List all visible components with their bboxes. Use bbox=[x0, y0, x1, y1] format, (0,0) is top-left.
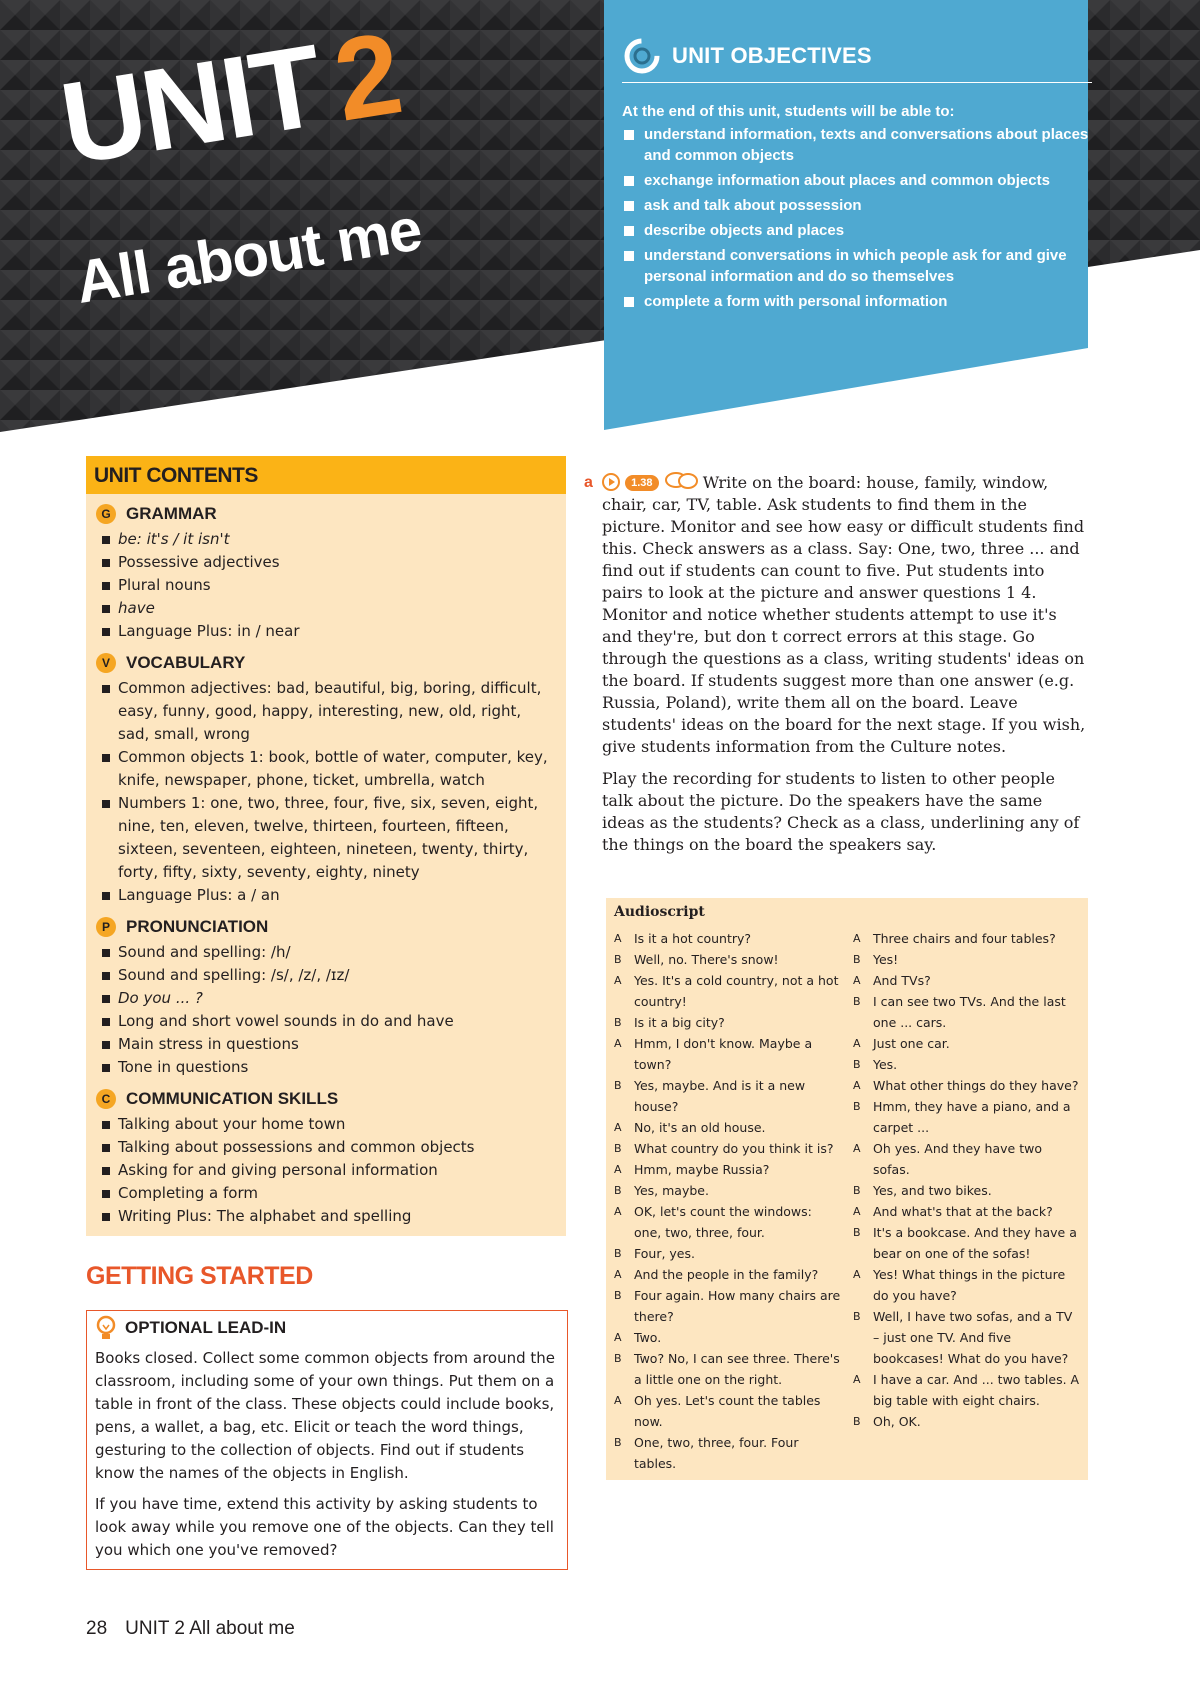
speaker-label: B bbox=[853, 1058, 861, 1071]
dialogue-line bbox=[853, 1201, 1080, 1222]
speaker-label: A bbox=[853, 974, 861, 987]
speaker-label: B bbox=[853, 995, 861, 1008]
dialogue-line bbox=[614, 1033, 841, 1075]
speaker-label: A bbox=[614, 974, 622, 987]
utterance: And what's that at the back? bbox=[873, 1204, 1053, 1219]
vocabulary-badge-icon: V bbox=[96, 653, 116, 673]
dialogue-line bbox=[853, 928, 1080, 949]
vocabulary-heading bbox=[96, 653, 556, 673]
audioscript-title: Audioscript bbox=[614, 904, 705, 920]
speaker-label: B bbox=[614, 1289, 622, 1302]
utterance: OK, let's count the windows: one, two, three, four. bbox=[634, 1204, 812, 1240]
communication-section bbox=[86, 1089, 566, 1228]
grammar-title: GRAMMAR bbox=[126, 504, 217, 523]
dialogue-line bbox=[614, 1348, 841, 1390]
grammar-item: Plural nouns bbox=[96, 574, 556, 597]
speaker-label: B bbox=[614, 1436, 622, 1449]
activity-a bbox=[584, 472, 1086, 866]
utterance: Yes, maybe. bbox=[634, 1183, 709, 1198]
utterance: No, it's an old house. bbox=[634, 1120, 766, 1135]
grammar-section bbox=[86, 504, 566, 643]
dialogue-line bbox=[614, 1390, 841, 1432]
objective-item: describe objects and places bbox=[622, 220, 1092, 241]
unit-contents-panel bbox=[86, 456, 566, 1236]
dialogue-line bbox=[614, 1243, 841, 1264]
speaker-label: A bbox=[614, 1163, 622, 1176]
audioscript-columns bbox=[614, 928, 1080, 1474]
dialogue-line bbox=[853, 1180, 1080, 1201]
activity-paragraph bbox=[602, 472, 1086, 758]
utterance: And the people in the family? bbox=[634, 1267, 819, 1282]
audioscript-column-2 bbox=[853, 928, 1080, 1474]
audioscript-column-1 bbox=[614, 928, 841, 1474]
target-icon bbox=[622, 36, 662, 76]
dialogue-line bbox=[853, 1411, 1080, 1432]
speaker-label: A bbox=[614, 932, 622, 945]
objective-item: ask and talk about possession bbox=[622, 195, 1092, 216]
speaker-label: B bbox=[614, 1352, 622, 1365]
getting-started-title: GETTING STARTED bbox=[86, 1262, 313, 1290]
speaker-label: A bbox=[614, 1268, 622, 1281]
leadin-heading bbox=[95, 1315, 559, 1341]
running-title: UNIT 2 All about me bbox=[125, 1618, 295, 1639]
objective-item: exchange information about places and common objects bbox=[622, 170, 1092, 191]
objective-item: understand information, texts and conversations about places and common objects bbox=[622, 124, 1092, 166]
dialogue-line bbox=[614, 1117, 841, 1138]
pronunciation-title: PRONUNCIATION bbox=[126, 917, 269, 936]
utterance: Four again. How many chairs are there? bbox=[634, 1288, 841, 1324]
communication-title: COMMUNICATION SKILLS bbox=[126, 1089, 339, 1108]
dialogue-line bbox=[853, 1369, 1080, 1411]
vocabulary-title: VOCABULARY bbox=[126, 653, 246, 672]
grammar-heading bbox=[96, 504, 556, 524]
utterance: And TVs? bbox=[873, 973, 931, 988]
speaker-label: A bbox=[614, 1121, 622, 1134]
pronunciation-item: Sound and spelling: /s/, /z/, /ɪz/ bbox=[96, 964, 556, 987]
communication-item: Talking about your home town bbox=[96, 1113, 556, 1136]
speaker-label: A bbox=[614, 1394, 622, 1407]
dialogue-line bbox=[614, 970, 841, 1012]
objective-item: complete a form with personal information bbox=[622, 291, 1092, 312]
speaker-label: B bbox=[853, 953, 861, 966]
dialogue-line bbox=[853, 1054, 1080, 1075]
utterance: I can see two TVs. And the last one ... cars. bbox=[873, 994, 1066, 1030]
utterance: Yes, and two bikes. bbox=[873, 1183, 992, 1198]
utterance: Three chairs and four tables? bbox=[873, 931, 1056, 946]
vocabulary-section bbox=[86, 653, 566, 907]
dialogue-line bbox=[853, 970, 1080, 991]
objectives-title: UNIT OBJECTIVES bbox=[672, 43, 872, 68]
pronunciation-item: Sound and spelling: /h/ bbox=[96, 941, 556, 964]
utterance: I have a car. And ... two tables. A big table with eight chairs. bbox=[873, 1372, 1080, 1408]
dialogue-line bbox=[853, 1138, 1080, 1180]
dialogue-line bbox=[614, 1285, 841, 1327]
page-footer bbox=[86, 1618, 313, 1640]
speaker-label: B bbox=[853, 1415, 861, 1428]
dialogue-line bbox=[853, 1306, 1080, 1369]
utterance: Well, I have two sofas, and a TV – just one TV. And five bookcases! What do you have? bbox=[873, 1309, 1073, 1366]
utterance: Oh yes. Let's count the tables now. bbox=[634, 1393, 821, 1429]
dialogue-line bbox=[853, 1033, 1080, 1054]
utterance: Hmm, they have a piano, and a carpet ... bbox=[873, 1099, 1071, 1135]
vocabulary-item: Numbers 1: one, two, three, four, five, six, seven, eight, nine, ten, eleven, twelve, thirteen, fourteen, fifteen, sixteen, seventeen, eighteen, nineteen, twenty, thirty, forty, fifty, sixty, seventy, eighty, ninety bbox=[96, 792, 556, 884]
audio-play-icon[interactable] bbox=[602, 473, 620, 491]
grammar-list bbox=[96, 528, 556, 643]
speaker-label: A bbox=[614, 1205, 622, 1218]
grammar-item: Possessive adjectives bbox=[96, 551, 556, 574]
speaker-label: B bbox=[853, 1184, 861, 1197]
communication-item: Completing a form bbox=[96, 1182, 556, 1205]
grammar-item: be: it's / it isn't bbox=[96, 528, 556, 551]
pronunciation-list bbox=[96, 941, 556, 1079]
dialogue-line bbox=[614, 1327, 841, 1348]
objectives-intro: At the end of this unit, students will be able to: bbox=[622, 103, 955, 120]
vocabulary-item: Common adjectives: bad, beautiful, big, boring, difficult, easy, funny, good, happy, interesting, new, old, right, sad, small, wrong bbox=[96, 677, 556, 746]
dialogue-line bbox=[853, 1222, 1080, 1264]
utterance: What country do you think it is? bbox=[634, 1141, 834, 1156]
dialogue-line bbox=[853, 1264, 1080, 1306]
vocabulary-item: Common objects 1: book, bottle of water, computer, key, knife, newspaper, phone, ticket, umbrella, watch bbox=[96, 746, 556, 792]
speaker-label: B bbox=[614, 953, 622, 966]
speaker-label: A bbox=[853, 932, 861, 945]
speaker-label: A bbox=[853, 1037, 861, 1050]
utterance: Oh, OK. bbox=[873, 1414, 921, 1429]
speaker-label: A bbox=[853, 1373, 861, 1386]
utterance: What other things do they have? bbox=[873, 1078, 1079, 1093]
dialogue-line bbox=[614, 1201, 841, 1243]
speaker-label: B bbox=[614, 1184, 622, 1197]
speaker-label: A bbox=[614, 1331, 622, 1344]
speaker-label: B bbox=[614, 1016, 622, 1029]
objectives-list bbox=[622, 124, 1092, 312]
speaker-label: A bbox=[853, 1268, 861, 1281]
leadin-paragraph: Books closed. Collect some common objects from around the classroom, including some of your own things. Put them on a table in front of the class. These objects could include books, pens, a wallet, a bag, etc. Elicit or teach the word things, gesturing to the collection of objects. Find out if students know the names of the objects in English. bbox=[95, 1349, 556, 1482]
speaker-label: A bbox=[853, 1079, 861, 1092]
objective-item: understand conversations in which people ask for and give personal information and do so themselves bbox=[622, 245, 1092, 287]
dialogue-line bbox=[614, 1432, 841, 1474]
unit-number: 2 bbox=[325, 7, 408, 146]
activity-text: Write on the board: house, family, window, chair, car, TV, table. Ask students to find them in the picture. Monitor and see how easy or difficult students find this. Check answers as a class. Say: One, two, three ... and find out if students can count to five. Put students into pairs to look at the picture and answer questions 1 4. Monitor and notice whether students attempt to use it's and they're, but don t correct errors at this stage. Go through the questions as a class, writing students' ideas on the board. If students suggest more than one answer (e.g. Russia, Poland), write them all on the board. Leave students' ideas on the board for the next stage. If you wish, give students information from the Culture notes. bbox=[602, 473, 1086, 756]
pronunciation-section bbox=[86, 917, 566, 1079]
utterance: One, two, three, four. Four tables. bbox=[634, 1435, 799, 1471]
vocabulary-list bbox=[96, 677, 556, 907]
vocabulary-item: Language Plus: a / an bbox=[96, 884, 556, 907]
utterance: Yes! What things in the picture do you have? bbox=[873, 1267, 1066, 1303]
leadin-title: OPTIONAL LEAD-IN bbox=[125, 1318, 287, 1337]
dialogue-line bbox=[614, 949, 841, 970]
communication-heading bbox=[96, 1089, 556, 1109]
speaker-label: B bbox=[853, 1226, 861, 1239]
pronunciation-badge-icon: P bbox=[96, 917, 116, 937]
speaker-label: A bbox=[853, 1142, 861, 1155]
dialogue-line bbox=[614, 928, 841, 949]
speaker-label: B bbox=[614, 1079, 622, 1092]
communication-item: Asking for and giving personal information bbox=[96, 1159, 556, 1182]
utterance: Hmm, maybe Russia? bbox=[634, 1162, 770, 1177]
lightbulb-icon bbox=[95, 1315, 117, 1341]
communication-badge-icon: C bbox=[96, 1089, 116, 1109]
dialogue-line bbox=[853, 991, 1080, 1033]
speaker-label: B bbox=[614, 1142, 622, 1155]
utterance: Two. bbox=[634, 1330, 662, 1345]
utterance: Yes. bbox=[873, 1057, 898, 1072]
utterance: It's a bookcase. And they have a bear on one of the sofas! bbox=[873, 1225, 1077, 1261]
dialogue-line bbox=[614, 1264, 841, 1285]
utterance: Just one car. bbox=[873, 1036, 950, 1051]
utterance: Yes, maybe. And is it a new house? bbox=[634, 1078, 806, 1114]
dialogue-line bbox=[853, 1096, 1080, 1138]
utterance: Well, no. There's snow! bbox=[634, 952, 779, 967]
speaker-label: B bbox=[853, 1100, 861, 1113]
grammar-item: Language Plus: in / near bbox=[96, 620, 556, 643]
dialogue-line bbox=[614, 1180, 841, 1201]
communication-item: Writing Plus: The alphabet and spelling bbox=[96, 1205, 556, 1228]
dialogue-line bbox=[614, 1012, 841, 1033]
speaker-label: A bbox=[853, 1205, 861, 1218]
utterance: Two? No, I can see three. There's a little one on the right. bbox=[634, 1351, 840, 1387]
unit-contents-title: UNIT CONTENTS bbox=[86, 456, 566, 494]
page-number: 28 bbox=[86, 1618, 108, 1639]
pronunciation-item: Do you ... ? bbox=[96, 987, 556, 1010]
unit-subtitle: All about me bbox=[71, 195, 426, 317]
dialogue-line bbox=[614, 1159, 841, 1180]
utterance: Hmm, I don't know. Maybe a town? bbox=[634, 1036, 813, 1072]
grammar-item: have bbox=[96, 597, 556, 620]
utterance: Oh yes. And they have two sofas. bbox=[873, 1141, 1042, 1177]
activity-paragraph-2: Play the recording for students to listen to other people talk about the picture. Do the speakers have the same ideas as the students? Check as a class, underlining any of the things on the board the speakers say. bbox=[602, 769, 1080, 854]
utterance: Is it a big city? bbox=[634, 1015, 725, 1030]
activity-marker: a bbox=[584, 474, 593, 491]
speaker-label: B bbox=[614, 1247, 622, 1260]
communication-item: Talking about possessions and common objects bbox=[96, 1136, 556, 1159]
dialogue-line bbox=[614, 1075, 841, 1117]
dialogue-line bbox=[853, 1075, 1080, 1096]
grammar-badge-icon: G bbox=[96, 504, 116, 524]
utterance: Is it a hot country? bbox=[634, 931, 752, 946]
dialogue-line bbox=[853, 949, 1080, 970]
speaker-label: B bbox=[853, 1310, 861, 1323]
audio-track-badge: 1.38 bbox=[625, 475, 658, 491]
pronunciation-item: Main stress in questions bbox=[96, 1033, 556, 1056]
pronunciation-heading bbox=[96, 917, 556, 937]
communication-list bbox=[96, 1113, 556, 1228]
utterance: Four, yes. bbox=[634, 1246, 695, 1261]
unit-objectives-panel bbox=[622, 36, 1092, 316]
utterance: Yes. It's a cold country, not a hot country! bbox=[634, 973, 839, 1009]
dialogue-line bbox=[614, 1138, 841, 1159]
pronunciation-item: Tone in questions bbox=[96, 1056, 556, 1079]
speaker-label: A bbox=[614, 1037, 622, 1050]
speech-bubble-icon bbox=[664, 472, 698, 490]
audioscript-box bbox=[606, 898, 1088, 1480]
unit-word: UNIT bbox=[52, 20, 329, 189]
utterance: Yes! bbox=[873, 952, 899, 967]
pronunciation-item: Long and short vowel sounds in do and have bbox=[96, 1010, 556, 1033]
objectives-header bbox=[622, 36, 1092, 83]
leadin-paragraph: If you have time, extend this activity by asking students to look away while you remove one of the objects. Can they tell you which one you've removed? bbox=[95, 1495, 554, 1559]
optional-leadin-box bbox=[86, 1310, 568, 1570]
